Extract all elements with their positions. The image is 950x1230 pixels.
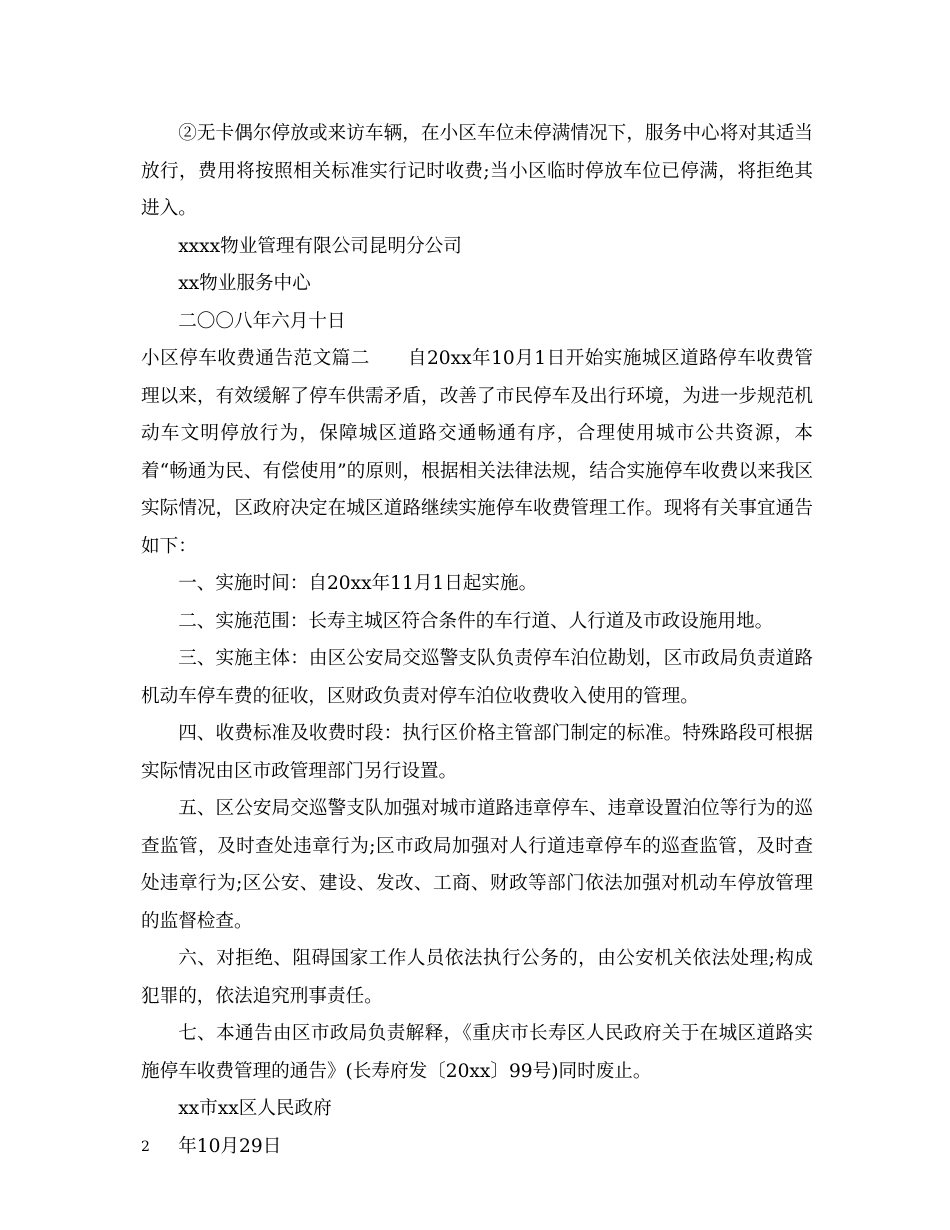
paragraph-notice-intro: 小区停车收费通告范文篇二 自20xx年10月1日开始实施城区道路停车收费管理以来，有效缓解了停车供需矛盾，改善了市民停车及出行环境，为进一步规范机动车文明停放行为，保障城区道路交通畅通有序，合理使用城市公共资源，本着“畅通为民、有偿使用”的原则，根据相关法律法规，结合实施停车收费以来我区实际情况，区政府决定在城区道路继续实施停车收费管理工作。现将有关事宜通告如下： xyxy=(141,348,813,557)
signature-government-date: 年10月29日 xyxy=(178,1135,282,1157)
signature-government: xx市xx区人民政府 xyxy=(178,1098,332,1119)
paragraph-item-2: 二、实施范围：长寿主城区符合条件的车行道、人行道及市政设施用地。 xyxy=(178,610,774,632)
paragraph-item-4: 四、收费标准及收费时段：执行区价格主管部门制定的标准。特殊路段可根据实际情况由区市政管理部门另行设置。 xyxy=(141,723,813,782)
paragraph-item-6: 六、对拒绝、阻碍国家工作人员依法执行公务的，由公安机关依法处理;构成犯罪的，依法追究刑事责任。 xyxy=(141,948,813,1007)
paragraph-item-5: 五、区公安局交巡警支队加强对城市道路违章停车、违章设置泊位等行为的巡查监管，及时查处违章行为;区市政局加强对人行道违章停车的巡查监管，及时查处违章行为;区公安、建设、发改、工商、财政等部门依法加强对机动车停放管理的监督检查。 xyxy=(141,798,813,932)
signature-company: xxxx物业管理有限公司昆明分公司 xyxy=(178,235,462,257)
paragraph-item-3: 三、实施主体：由区公安局交巡警支队负责停车泊位勘划，区市政局负责道路机动车停车费的征收，区财政负责对停车泊位收费收入使用的管理。 xyxy=(141,648,813,707)
paragraph-item-1: 一、实施时间：自20xx年11月1日起实施。 xyxy=(178,573,538,594)
signature-service-center: xx物业服务中心 xyxy=(178,273,311,294)
paragraph-item-7: 七、本通告由区市政局负责解释，《重庆市长寿区人民政府关于在城区道路实施停车收费管理的通告》(长寿府发〔20xx〕99号)同时废止。 xyxy=(141,1023,813,1082)
document-body xyxy=(141,115,813,1165)
paragraph-visitor-vehicles: ②无卡偶尔停放或来访车辆，在小区车位未停满情况下，服务中心将对其适当放行，费用将按照相关标准实行记时收费;当小区临时停放车位已停满，将拒绝其进入。 xyxy=(141,123,813,219)
signature-date: 二〇〇八年六月十日 xyxy=(178,310,346,332)
page-number: 2 xyxy=(141,1139,150,1155)
